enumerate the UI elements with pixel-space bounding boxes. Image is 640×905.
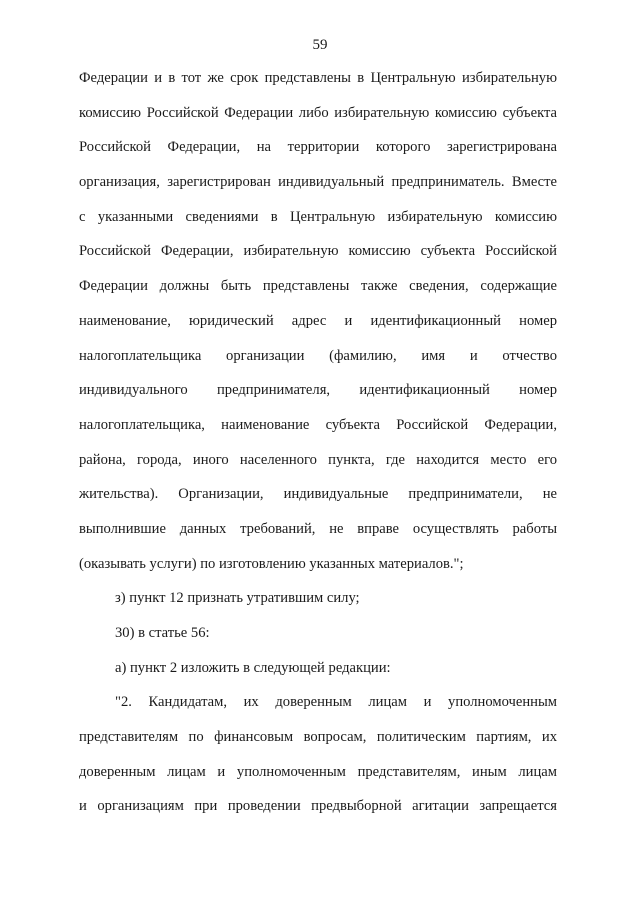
text-line: "2. Кандидатам, их доверенным лицам и уполномоченным (115, 694, 557, 711)
text-line: выполнившие данных требований, не вправе осуществлять работы (79, 520, 557, 537)
list-item: 30) в статье 56: (115, 625, 210, 641)
text-line: Российской Федерации, избирательную комиссию субъекта Российской (79, 243, 557, 260)
text-line: индивидуального предпринимателя, идентификационный номер (79, 382, 557, 399)
text-line: и организациям при проведении предвыборной агитации запрещается (79, 798, 557, 815)
text-line: Федерации и в тот же срок представлены в Центральную избирательную (79, 70, 557, 86)
text-line: налогоплательщика, наименование субъекта Российской Федерации, (79, 416, 557, 433)
text-line: жительства). Организации, индивидуальные предприниматели, не (79, 486, 557, 503)
text-line: с указанными сведениями в Центральную избирательную комиссию (79, 208, 557, 225)
text-line: комиссию Российской Федерации либо избирательную комиссию субъекта (79, 104, 557, 121)
text-line: Федерации должны быть представлены также сведения, содержащие (79, 278, 557, 295)
text-line: Российской Федерации, на территории которого зарегистрирована (79, 139, 557, 156)
text-line: наименование, юридический адрес и идентификационный номер (79, 312, 557, 329)
text-line: (оказывать услуги) по изготовлению указанных материалов."; (79, 555, 464, 572)
page-number: 59 (312, 37, 328, 53)
list-item: з) пункт 12 признать утратившим силу; (115, 590, 360, 607)
text-line: организация, зарегистрирован индивидуальный предприниматель. Вместе (79, 174, 557, 191)
text-line: доверенным лицам и уполномоченным представителям, иным лицам (79, 763, 557, 780)
text-line: налогоплательщика организации (фамилию, имя и отчество (79, 347, 557, 364)
text-line: представителям по финансовым вопросам, политическим партиям, их (79, 729, 557, 746)
text-line: района, города, иного населенного пункта, где находится место его (79, 451, 557, 468)
document-body (79, 61, 557, 824)
list-item: а) пункт 2 изложить в следующей редакции: (115, 659, 391, 676)
